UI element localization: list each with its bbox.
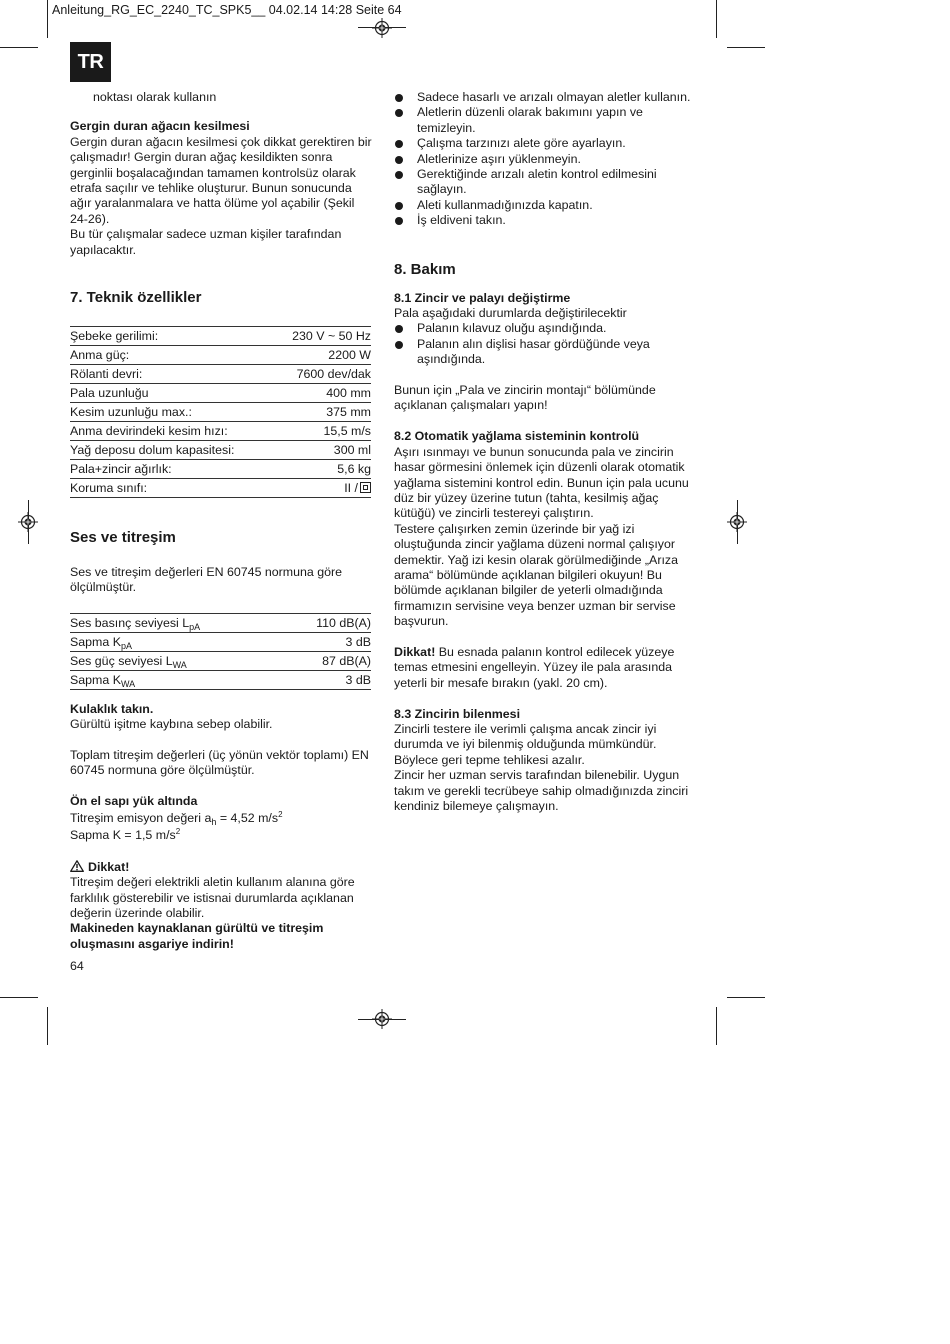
list-item: Çalışma tarzınızı alete göre ayarlayın. — [394, 136, 696, 151]
crop-mark — [716, 1007, 717, 1045]
sound-label-sub: pA — [189, 621, 201, 632]
spec-label: Pala uzunluğu — [70, 384, 273, 403]
print-header: Anleitung_RG_EC_2240_TC_SPK5__ 04.02.14 14:28 Seite 64 — [52, 3, 402, 17]
sound-label-text: Ses basınç seviyesi L — [70, 615, 190, 630]
registration-mark-icon — [372, 1009, 392, 1029]
section-8-1-body: Bunun için „Pala ve zincirin montajı“ bölümünde açıklanan çalışmaları yapın! — [394, 383, 656, 413]
spec-value: 2200 W — [273, 346, 371, 365]
spec-label: Anma güç: — [70, 346, 273, 365]
crop-mark — [727, 997, 765, 998]
caution-label: Dikkat! — [394, 644, 436, 659]
crop-mark — [716, 0, 717, 38]
warning-bold-text: Makineden kaynaklanan gürültü ve titreşim oluşmasını asgariye indirin! — [70, 921, 324, 951]
intro-line: noktası olarak kullanın — [93, 90, 217, 104]
spec-value: 7600 dev/dak — [273, 365, 371, 384]
section-8-2-caution — [394, 645, 696, 691]
section-8-1-heading: 8.1 Zincir ve palayı değiştirme — [394, 290, 571, 305]
deviation-sup: 2 — [175, 826, 181, 836]
spec-label: Kesim uzunluğu max.: — [70, 403, 273, 422]
felling-body-2: Bu tür çalışmalar sadece uzman kişiler tarafından yapılacaktır. — [70, 227, 342, 257]
list-item: Sadece hasarlı ve arızalı olmayan aletler kullanın. — [394, 90, 696, 105]
deviation-line — [70, 827, 372, 844]
caution-body: Bu esnada palanın kontrol edilecek yüzeye temas etmesini engelleyin. Yüzey ile pala arasında yeterli bir mesafe bırakın (yakl. 20 cm). — [394, 644, 675, 690]
registration-mark-icon — [727, 512, 747, 532]
table-row — [70, 460, 371, 479]
spec-value: 15,5 m/s — [273, 422, 371, 441]
maintenance-heading: 8. Bakım — [394, 260, 456, 278]
sound-heading: Ses ve titreşim — [70, 529, 176, 547]
sound-label-sub: WA — [120, 678, 136, 689]
section-8-1-bullets — [394, 321, 696, 367]
sound-label-text: Sapma K — [70, 634, 121, 649]
crop-mark — [727, 47, 765, 48]
table-row — [70, 384, 371, 403]
spec-value: 230 V ~ 50 Hz — [273, 327, 371, 346]
list-item: Aletlerinize aşırı yüklenmeyin. — [394, 152, 696, 167]
sound-value: 87 dB(A) — [282, 651, 371, 670]
spec-value: 5,6 kg — [273, 460, 371, 479]
protection-class-text: II / — [344, 481, 358, 496]
left-column — [70, 90, 372, 952]
registration-mark-icon — [18, 512, 38, 532]
tech-heading: 7. Teknik özellikler — [70, 289, 202, 307]
sound-label-text: Ses güç seviyesi L — [70, 653, 173, 668]
sound-value: 3 dB — [282, 670, 371, 689]
spec-value-protection — [273, 479, 371, 498]
sound-table — [70, 613, 371, 690]
ear-protection-body: Gürültü işitme kaybına sebep olabilir. — [70, 717, 273, 732]
sound-intro: Ses ve titreşim değerleri EN 60745 normuna göre ölçülmüştür. — [70, 565, 343, 595]
emission-value: = 4,52 m/s — [216, 810, 279, 825]
spec-label: Yağ deposu dolum kapasitesi: — [70, 441, 273, 460]
crop-mark — [47, 0, 48, 38]
page-number: 64 — [70, 959, 84, 973]
spec-value: 375 mm — [273, 403, 371, 422]
emission-sub: h — [211, 816, 217, 827]
sound-value: 3 dB — [282, 632, 371, 651]
table-row — [70, 632, 371, 651]
table-row — [70, 403, 371, 422]
section-8-2-heading: 8.2 Otomatik yağlama sisteminin kontrolü — [394, 429, 640, 444]
registration-mark-icon — [372, 18, 392, 38]
table-row — [70, 479, 371, 498]
sound-label — [70, 651, 282, 670]
sound-label-text: Sapma K — [70, 672, 121, 687]
table-row — [70, 365, 371, 384]
table-row — [70, 346, 371, 365]
sound-label — [70, 670, 282, 689]
list-item: İş eldiveni takın. — [394, 213, 696, 228]
table-row — [70, 670, 371, 689]
language-badge: TR — [70, 42, 111, 82]
crop-mark — [47, 1007, 48, 1045]
sound-value: 110 dB(A) — [282, 613, 371, 632]
section-8-2-body: Aşırı ısınmayı ve bunun sonucunda pala ve zincirin hasar görmesini önlemek için düzenli olarak otomatik yağlama sistemini kontrol edin. Bunun için pala ucunu düz bir yüzey üzerine tutun (tahta, kesilmiş ağaç kütüğü) ve zincirli testereyi çalıştırın. — [394, 444, 689, 521]
felling-body: Gergin duran ağacın kesilmesi çok dikkat gerektiren bir çalışmadır! Gergin duran ağaç kesildikten sonra gerginlii boşalacağından tamamen kontrolsüz olarak etrafa saçılır ve tehlike oluşturur. Bunun sonucunda ağır yaralanmalara ve hatta ölüme yol açabilir (Şekil 24-26). — [70, 134, 372, 226]
sound-label — [70, 613, 282, 632]
emission-sup: 2 — [278, 809, 283, 819]
section-8-3-body: Zincirli testere ile verimli çalışma ancak zincir iyi durumda ve iyi bilenmiş olduğunda mümkündür. Böylece geri tepme tehlikesi azalır. — [394, 721, 657, 767]
deviation-text: Sapma K = 1,5 m/s — [70, 827, 176, 842]
crop-mark — [0, 997, 38, 998]
section-8-2-body-2: Testere çalışırken zemin üzerinde bir yağ izi oluştuğunda zincir yağlama düzeni normal çalışıyor demektir. Yağ izi kesin olarak görülmediğinde „Arıza arama“ bölümünde açıklanan bilgileri okuyun! Bu bölümde açıklanan bilgiler de yeterli olmadığında firmamızın servisine veya benzer uzman bir servise başvurun. — [394, 521, 678, 629]
table-row — [70, 613, 371, 632]
emission-prefix: Titreşim emisyon değeri a — [70, 810, 212, 825]
sound-label-sub: pA — [120, 640, 132, 651]
warning-heading-line — [70, 860, 372, 875]
list-item: Gerektiğinde arızalı aletin kontrol edilmesini sağlayın. — [394, 167, 696, 198]
warning-heading: Dikkat! — [88, 859, 130, 874]
ear-protection-heading: Kulaklık takın. — [70, 701, 154, 716]
emission-value-line — [70, 810, 372, 827]
tech-spec-table — [70, 326, 371, 498]
table-row — [70, 441, 371, 460]
warning-body: Titreşim değeri elektrikli aletin kullanım alanına göre farklılık gösterebilir ve istisnai durumlarda açıklanan değerin üzerinde olabilir. — [70, 875, 355, 920]
spec-label: Şebeke gerilimi: — [70, 327, 273, 346]
list-item: Palanın kılavuz oluğu aşındığında. — [394, 321, 696, 336]
spec-label: Anma devirindeki kesim hızı: — [70, 422, 273, 441]
section-8-3-body-2: Zincir her uzman servis tarafından bilenebilir. Uygun takım ve gerekli tecrübeye sahip olmadığınızda zinciri kendiniz bilemeye çalışmayın. — [394, 768, 689, 813]
sound-label-sub: WA — [172, 659, 187, 670]
sound-label — [70, 632, 282, 651]
list-item: Palanın alın dişlisi hasar gördüğünde veya aşındığında. — [394, 337, 696, 368]
table-row — [70, 422, 371, 441]
table-row — [70, 327, 371, 346]
list-item: Aleti kullanmadığınızda kapatın. — [394, 198, 696, 213]
spec-label: Pala+zincir ağırlık: — [70, 460, 273, 479]
front-handle-heading: Ön el sapı yük altında — [70, 794, 198, 809]
section-8-3-heading: 8.3 Zincirin bilenmesi — [394, 706, 521, 721]
spec-label: Rölanti devri: — [70, 365, 273, 384]
section-8-1-intro: Pala aşağıdaki durumlarda değiştirilecektir — [394, 306, 627, 321]
spec-value: 400 mm — [273, 384, 371, 403]
right-column — [394, 90, 696, 814]
warning-triangle-icon — [70, 860, 84, 872]
spec-value: 300 ml — [273, 441, 371, 460]
spec-label: Koruma sınıfı: — [70, 479, 273, 498]
crop-mark — [0, 47, 38, 48]
total-vibration-text: Toplam titreşim değerleri (üç yönün vektör toplamı) EN 60745 normuna göre ölçülmüştür. — [70, 748, 369, 778]
felling-heading: Gergin duran ağacın kesilmesi — [70, 119, 250, 134]
protection-class-ii-icon — [360, 482, 371, 493]
safety-bullet-list — [394, 90, 696, 229]
table-row — [70, 651, 371, 670]
list-item: Aletlerin düzenli olarak bakımını yapın ve temizleyin. — [394, 105, 696, 136]
